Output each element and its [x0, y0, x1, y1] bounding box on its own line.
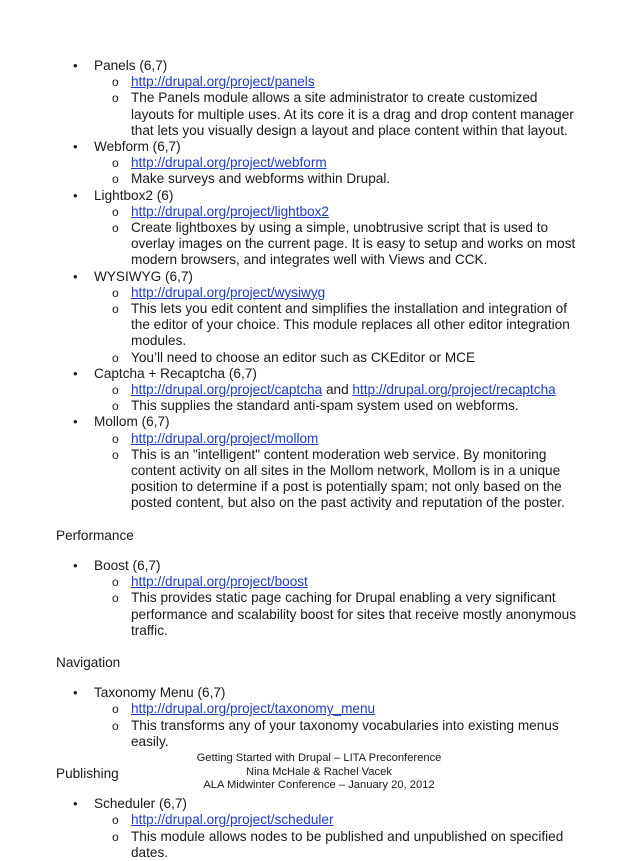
module-details: [94, 431, 638, 512]
module-description: [94, 171, 638, 187]
project-link[interactable]: http://drupal.org/project/lightbox2: [131, 203, 329, 219]
module-description: [94, 301, 638, 350]
footer-line-3: ALA Midwinter Conference – January 20, 2012: [203, 779, 435, 792]
circle-bullet-icon: o: [112, 172, 119, 187]
project-link[interactable]: http://drupal.org/project/captcha: [131, 382, 323, 398]
link-joiner: and: [322, 382, 353, 398]
module-item: [0, 796, 638, 861]
section-heading: Navigation: [56, 654, 121, 670]
module-description: [94, 350, 638, 366]
project-link[interactable]: http://drupal.org/project/recaptcha: [352, 382, 556, 398]
module-details: [94, 701, 638, 750]
module-list: [0, 685, 638, 750]
module-title: Captcha + Recaptcha (6,7): [94, 365, 257, 381]
project-link[interactable]: http://drupal.org/project/wysiwyg: [131, 284, 326, 300]
bullet-icon: •: [73, 685, 78, 701]
module-title: Boost (6,7): [94, 557, 161, 573]
module-details: [94, 812, 638, 861]
detail-text: You’ll need to choose an editor such as CKEditor or MCE: [131, 349, 476, 365]
project-link[interactable]: http://drupal.org/project/scheduler: [131, 812, 334, 828]
detail-text: [131, 204, 329, 219]
detail-text: [131, 155, 327, 170]
module-item: [0, 558, 638, 639]
module-title: Taxonomy Menu (6,7): [94, 685, 226, 701]
circle-bullet-icon: o: [112, 204, 119, 219]
module-link-item: [94, 74, 638, 90]
module-list: [0, 558, 638, 639]
circle-bullet-icon: o: [112, 350, 119, 365]
module-details: [94, 74, 638, 139]
module-description: [94, 447, 638, 512]
document-body: [0, 58, 638, 861]
module-link-item: [94, 382, 638, 398]
bullet-icon: •: [73, 796, 78, 812]
section: [0, 58, 638, 512]
module-item: [0, 58, 638, 139]
module-link-item: [94, 574, 638, 590]
module-details: [94, 204, 638, 269]
module-title: Scheduler (6,7): [94, 796, 187, 812]
module-details: [94, 285, 638, 366]
project-link[interactable]: http://drupal.org/project/boost: [131, 574, 308, 590]
module-list: [0, 58, 638, 512]
detail-text: This module allows nodes to be published and unpublished on specified dates.: [131, 828, 564, 860]
circle-bullet-icon: o: [112, 591, 119, 606]
circle-bullet-icon: o: [112, 302, 119, 317]
detail-text: This is an "intelligent" content moderation web service. By monitoring content activity on all sites in the Mollom network, Mollom is in a unique position to determine if a post is potentially spam; not only based on the posted content, but also on the past activity and reputation of the poster.: [131, 446, 565, 511]
detail-text: [131, 285, 325, 300]
project-link[interactable]: http://drupal.org/project/taxonomy_menu: [131, 701, 376, 717]
circle-bullet-icon: o: [112, 431, 119, 446]
circle-bullet-icon: o: [112, 447, 119, 462]
circle-bullet-icon: o: [112, 829, 119, 844]
circle-bullet-icon: o: [112, 575, 119, 590]
module-link-item: [94, 285, 638, 301]
bullet-icon: •: [73, 139, 78, 155]
bullet-icon: •: [73, 268, 78, 284]
detail-text: Make surveys and webforms within Drupal.: [131, 171, 391, 187]
project-link[interactable]: http://drupal.org/project/webform: [131, 155, 327, 171]
module-description: [94, 718, 638, 750]
circle-bullet-icon: o: [112, 813, 119, 828]
footer-line-2: Nina McHale & Rachel Vacek: [246, 765, 392, 778]
circle-bullet-icon: o: [112, 91, 119, 106]
page-footer: [0, 752, 638, 793]
module-item: [0, 269, 638, 366]
section-heading: Publishing: [56, 765, 119, 781]
module-description: [94, 590, 638, 639]
bullet-icon: •: [73, 557, 78, 573]
module-list: [0, 796, 638, 861]
module-item: [0, 139, 638, 188]
detail-text: This lets you edit content and simplifies the installation and integration of the editor of your choice. This module replaces all other editor integration modules.: [131, 301, 570, 349]
module-item: [0, 414, 638, 511]
detail-text: [131, 431, 318, 446]
bullet-icon: •: [73, 365, 78, 381]
circle-bullet-icon: o: [112, 718, 119, 733]
circle-bullet-icon: o: [112, 702, 119, 717]
module-description: [94, 829, 638, 861]
detail-text: The Panels module allows a site administrator to create customized layouts for multiple uses. At its core it is a drag and drop content manager that lets you visually design a layout and place content within that layout.: [131, 90, 574, 138]
detail-text: [131, 701, 375, 716]
module-details: [94, 574, 638, 639]
module-item: [0, 188, 638, 269]
project-link[interactable]: http://drupal.org/project/mollom: [131, 430, 319, 446]
module-description: [94, 90, 638, 139]
detail-text: [131, 574, 308, 589]
module-description: [94, 398, 638, 414]
circle-bullet-icon: o: [112, 156, 119, 171]
footer-line-1: Getting Started with Drupal – LITA Preconference: [196, 752, 442, 764]
circle-bullet-icon: o: [112, 221, 119, 236]
module-title: WYSIWYG (6,7): [94, 268, 193, 284]
detail-text: [131, 812, 334, 827]
module-item: [0, 366, 638, 415]
detail-text: Create lightboxes by using a simple, unobtrusive script that is used to overlay images on the current page. It is easy to setup and works on most modern browsers, and integrates well with Views and CCK.: [131, 220, 576, 268]
module-link-item: [94, 701, 638, 717]
module-title: Webform (6,7): [94, 139, 181, 155]
bullet-icon: •: [73, 187, 78, 203]
circle-bullet-icon: o: [112, 383, 119, 398]
circle-bullet-icon: o: [112, 285, 119, 300]
module-details: [94, 382, 638, 414]
module-title: Mollom (6,7): [94, 414, 170, 430]
module-details: [94, 155, 638, 187]
bullet-icon: •: [73, 58, 78, 73]
module-description: [94, 220, 638, 269]
detail-text: This transforms any of your taxonomy vocabularies into existing menus easily.: [131, 717, 559, 749]
detail-text: This supplies the standard anti-spam system used on webforms.: [131, 398, 519, 414]
bullet-icon: •: [73, 414, 78, 430]
module-link-item: [94, 204, 638, 220]
section: [0, 655, 638, 750]
project-link[interactable]: http://drupal.org/project/panels: [131, 74, 315, 90]
detail-text: This provides static page caching for Drupal enabling a very significant performance and scalability boost for sites that receive mostly anonymous traffic.: [131, 590, 577, 638]
module-link-item: [94, 431, 638, 447]
module-item: [0, 685, 638, 750]
detail-text: [131, 382, 556, 397]
section-heading: Performance: [56, 527, 134, 543]
module-link-item: [94, 812, 638, 828]
module-link-item: [94, 155, 638, 171]
module-title: Panels (6,7): [94, 58, 168, 73]
circle-bullet-icon: o: [112, 399, 119, 414]
detail-text: [131, 74, 315, 89]
module-title: Lightbox2 (6): [94, 187, 174, 203]
circle-bullet-icon: o: [112, 75, 119, 90]
section: [0, 528, 638, 639]
